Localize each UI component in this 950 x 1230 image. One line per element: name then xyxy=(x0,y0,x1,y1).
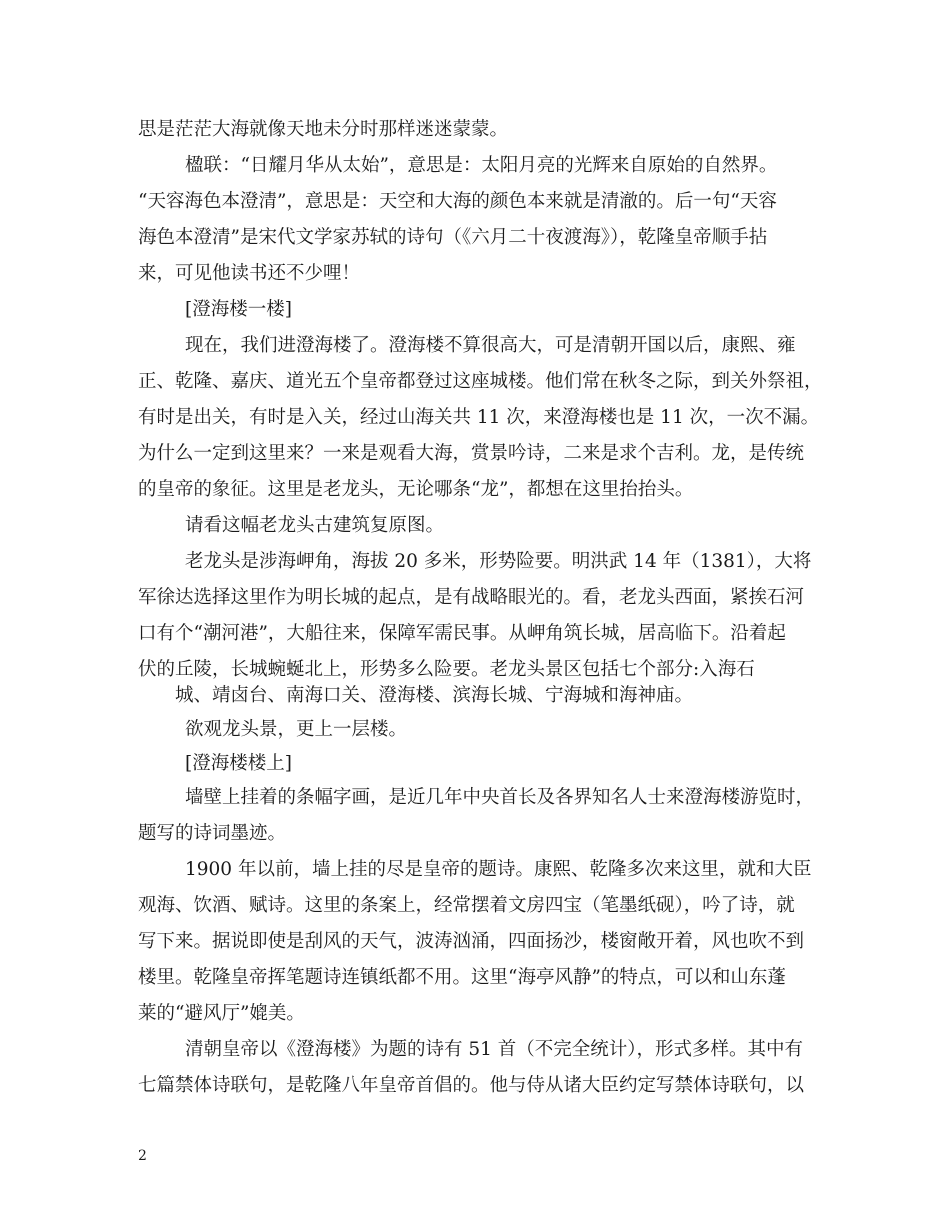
text-line: 老龙头是涉海岬角，海拔 20 多米，形势险要。明洪武 14 年（1381），大将 xyxy=(185,551,812,572)
text-line: 清朝皇帝以《澄海楼》为题的诗有 51 首（不完全统计），形式多样。其中有 xyxy=(185,1039,804,1060)
text-line: 墙壁上挂着的条幅字画，是近几年中央首长及各界知名人士来澄海楼游览时， xyxy=(185,787,815,808)
text-line: 海色本澄清”是宋代文学家苏轼的诗句（《六月二十夜渡海》），乾隆皇帝顺手拈 xyxy=(138,227,768,248)
text-line: 写下来。据说即使是刮风的天气，波涛汹涌，四面扬沙，楼窗敞开着，风也吹不到 xyxy=(138,931,805,952)
text-line: 城、靖卤台、南海口关、澄海楼、滨海长城、宁海城和海神庙。 xyxy=(175,685,694,706)
page-number: 2 xyxy=(138,1148,147,1164)
text-line: 莱的“避风厅”媲美。 xyxy=(138,1003,305,1024)
text-line: 思是茫茫大海就像天地未分时那样迷迷蒙蒙。 xyxy=(138,119,509,140)
text-line: 楹联：“日耀月华从太始”，意思是：太阳月亮的光辉来自原始的自然界。 xyxy=(185,155,778,176)
text-line: 口有个“潮河港”，大船往来，保障军需民事。从岬角筑长城，居高临下。沿着起 xyxy=(138,623,786,644)
text-line: 题写的诗词墨迹。 xyxy=(138,823,287,844)
text-line: 为什么一定到这里来？一来是观看大海，赏景吟诗，二来是求个吉利。龙，是传统 xyxy=(138,443,805,464)
text-line: 来，可见他读书还不少哩！ xyxy=(138,263,361,284)
section-heading: [澄海楼楼上] xyxy=(185,753,292,774)
text-line: 请看这幅老龙头古建筑复原图。 xyxy=(185,515,445,536)
text-line: 观海、饮酒、赋诗。这里的条案上，经常摆着文房四宝（笔墨纸砚），吟了诗，就 xyxy=(138,895,795,916)
text-line: “天容海色本澄清”，意思是：天空和大海的颜色本来就是清澈的。后一句“天容 xyxy=(138,191,777,212)
text-line: 1900 年以前，墙上挂的尽是皇帝的题诗。康熙、乾隆多次来这里，就和大臣 xyxy=(185,859,812,880)
text-line: 有时是出关，有时是入关，经过山海关共 11 次，来澄海楼也是 11 次，一次不漏。 xyxy=(138,407,820,428)
text-line: 伏的丘陵，长城蜿蜒北上，形势多么险要。老龙头景区包括七个部分:入海石 xyxy=(138,659,755,680)
text-line: 军徐达选择这里作为明长城的起点，是有战略眼光的。看，老龙头西面，紧挨石河 xyxy=(138,587,805,608)
text-line: 七篇禁体诗联句，是乾隆八年皇帝首倡的。他与侍从诸大臣约定写禁体诗联句，以 xyxy=(138,1075,805,1096)
text-line: 的皇帝的象征。这里是老龙头，无论哪条“龙”，都想在这里抬抬头。 xyxy=(138,479,694,500)
text-line: 欲观龙头景，更上一层楼。 xyxy=(185,719,408,740)
text-line: 楼里。乾隆皇帝挥笔题诗连镇纸都不用。这里“海亭风静”的特点，可以和山东蓬 xyxy=(138,967,786,988)
text-line: 正、乾隆、嘉庆、道光五个皇帝都登过这座城楼。他们常在秋冬之际，到关外祭祖， xyxy=(138,371,823,392)
text-line: 现在，我们进澄海楼了。澄海楼不算很高大，可是清朝开国以后，康熙、雍 xyxy=(185,335,796,356)
section-heading: [澄海楼一楼] xyxy=(185,299,292,320)
